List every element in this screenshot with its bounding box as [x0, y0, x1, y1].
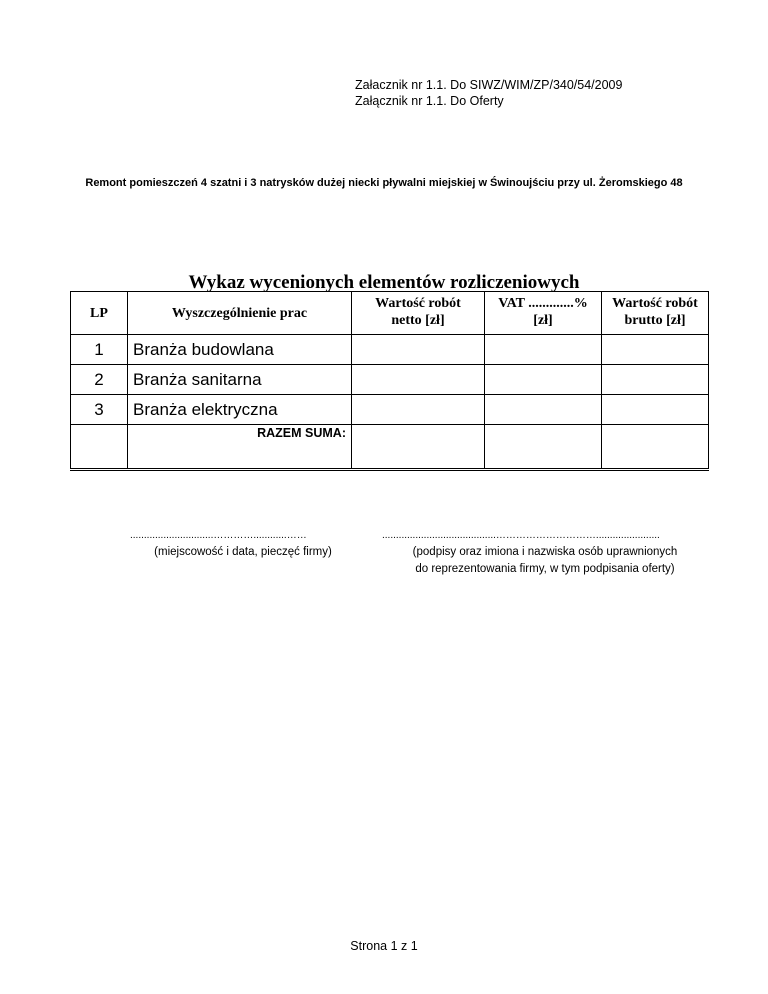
- attachment-label-siwz: Załacznik nr 1.1. Do SIWZ/WIM/ZP/340/54/2009: [355, 78, 623, 92]
- header-vat-line1: VAT .............%: [498, 296, 588, 311]
- row-name: Branża elektryczna: [128, 395, 352, 425]
- attachment-label-offer: Załącznik nr 1.1. Do Oferty: [355, 94, 504, 108]
- net-value-cell[interactable]: [352, 335, 485, 365]
- table-title: Wykaz wycenionych elementów rozliczeniowych: [188, 272, 580, 293]
- table-row: [71, 335, 709, 365]
- net-value-cell[interactable]: [352, 365, 485, 395]
- sum-row: [71, 425, 709, 470]
- place-date-signature-line[interactable]: ..............................…………............……: [130, 530, 307, 541]
- sum-vat-cell[interactable]: [485, 425, 602, 470]
- row-lp: 1: [71, 335, 128, 365]
- place-date-caption: (miejscowość i data, pieczęć firmy): [154, 546, 332, 558]
- vat-value-cell[interactable]: [485, 395, 602, 425]
- header-gross-line2: brutto [zł]: [624, 313, 686, 328]
- project-subject: Remont pomieszczeń 4 szatni i 3 natrysków dużej niecki pływalni miejskiej w Świnoujściu przy ul. Żeromskiego 48: [85, 177, 683, 189]
- header-net-value: [352, 292, 485, 335]
- table-header-row: [71, 292, 709, 335]
- row-lp: 2: [71, 365, 128, 395]
- header-vat-line2: [zł]: [533, 313, 553, 328]
- table-row: [71, 395, 709, 425]
- header-net-line1: Wartość robót: [375, 296, 461, 311]
- row-lp: 3: [71, 395, 128, 425]
- gross-value-cell[interactable]: [602, 395, 709, 425]
- sum-label: RAZEM SUMA:: [128, 425, 352, 470]
- row-name: Branża sanitarna: [128, 365, 352, 395]
- vat-value-cell[interactable]: [485, 335, 602, 365]
- table-row: [71, 365, 709, 395]
- pricing-table: [70, 291, 709, 471]
- authorized-signature-line[interactable]: .........................................………………………….......................: [382, 530, 660, 541]
- signature-caption-line1: (podpisy oraz imiona i nazwiska osób uprawnionych: [412, 546, 678, 558]
- row-name: Branża budowlana: [128, 335, 352, 365]
- sum-gross-cell[interactable]: [602, 425, 709, 470]
- page-number: Strona 1 z 1: [350, 939, 418, 953]
- signature-caption-line2: do reprezentowania firmy, w tym podpisania oferty): [415, 563, 675, 575]
- header-vat: [485, 292, 602, 335]
- header-gross-line1: Wartość robót: [612, 296, 698, 311]
- vat-value-cell[interactable]: [485, 365, 602, 395]
- sum-lp-cell: [71, 425, 128, 470]
- header-works: Wyszczególnienie prac: [128, 292, 352, 335]
- gross-value-cell[interactable]: [602, 365, 709, 395]
- header-net-line2: netto [zł]: [391, 313, 445, 328]
- header-gross-value: [602, 292, 709, 335]
- header-lp: LP: [71, 292, 128, 335]
- net-value-cell[interactable]: [352, 395, 485, 425]
- sum-net-cell[interactable]: [352, 425, 485, 470]
- gross-value-cell[interactable]: [602, 335, 709, 365]
